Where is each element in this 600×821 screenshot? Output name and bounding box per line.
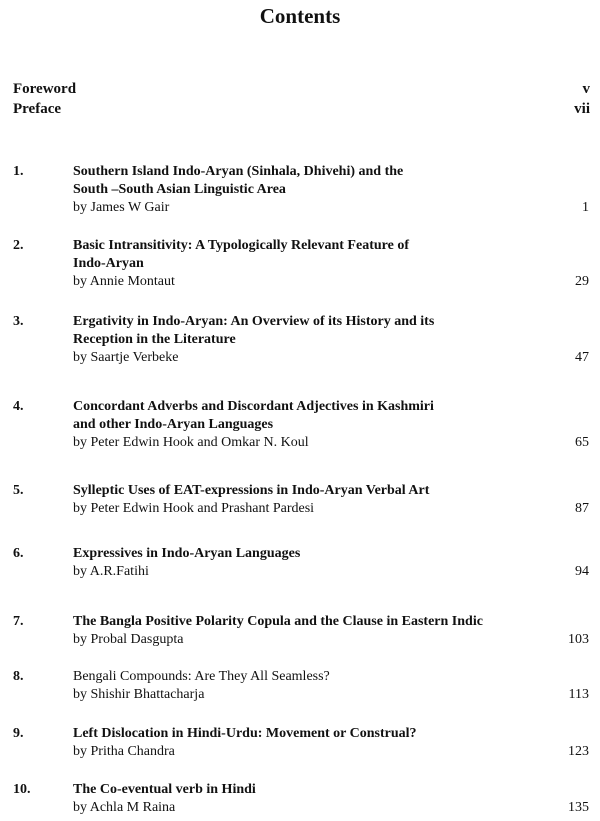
front-matter-label: Foreword xyxy=(13,81,77,97)
entry-body xyxy=(73,482,553,518)
entry-title-line: Basic Intransitivity: A Typologically Relevant Feature of xyxy=(73,238,409,253)
entry-title-line: Indo-Aryan xyxy=(73,256,144,271)
entry-author: by James W Gair xyxy=(73,200,170,215)
entry-number: 2. xyxy=(13,238,24,253)
entry-number: 10. xyxy=(13,782,31,797)
entry-body xyxy=(73,725,553,761)
entry-page: 1 xyxy=(582,200,589,215)
entry-body xyxy=(73,163,553,217)
entry-body xyxy=(73,545,553,581)
entry-page: 135 xyxy=(568,800,589,815)
entry-body xyxy=(73,613,553,649)
entry-page: 29 xyxy=(575,274,589,289)
front-matter-label: Preface xyxy=(13,101,62,117)
entry-author: by Probal Dasgupta xyxy=(73,632,184,647)
entry-number: 9. xyxy=(13,726,24,741)
entry-title-line: South –South Asian Linguistic Area xyxy=(73,182,286,197)
entry-title-line: Ergativity in Indo-Aryan: An Overview of its History and its xyxy=(73,314,435,329)
entry-body xyxy=(73,237,553,291)
entry-title-line: Concordant Adverbs and Discordant Adjectives in Kashmiri xyxy=(73,399,434,414)
entry-author: by Peter Edwin Hook and Omkar N. Koul xyxy=(73,435,309,450)
entry-author: by Shishir Bhattacharja xyxy=(73,687,205,702)
entry-page: 65 xyxy=(575,435,589,450)
entry-page: 87 xyxy=(575,501,589,516)
entry-number: 6. xyxy=(13,546,24,561)
entry-author: by A.R.Fatihi xyxy=(73,564,149,579)
front-matter-page: vii xyxy=(574,101,590,117)
entry-title-line: Sylleptic Uses of EAT-expressions in Indo-Aryan Verbal Art xyxy=(73,483,430,498)
entry-title-line: and other Indo-Aryan Languages xyxy=(73,417,274,432)
entry-number: 3. xyxy=(13,314,24,329)
entry-page: 47 xyxy=(575,350,589,365)
entry-page: 123 xyxy=(568,744,589,759)
entry-body xyxy=(73,398,553,452)
entry-number: 8. xyxy=(13,669,24,684)
entry-title-line: The Co-eventual verb in Hindi xyxy=(73,782,256,797)
entry-body xyxy=(73,313,553,367)
entry-body xyxy=(73,668,553,704)
entry-author: by Peter Edwin Hook and Prashant Pardesi xyxy=(73,501,315,516)
entry-body xyxy=(73,781,553,817)
entry-number: 4. xyxy=(13,399,24,414)
entry-author: by Saartje Verbeke xyxy=(73,350,179,365)
front-matter-preface xyxy=(13,101,590,118)
entry-author: by Achla M Raina xyxy=(73,800,176,815)
front-matter-page: v xyxy=(582,81,590,97)
entry-title-line: Left Dislocation in Hindi-Urdu: Movement or Construal? xyxy=(73,726,417,741)
entry-title-line: Bengali Compounds: Are They All Seamless? xyxy=(73,669,330,684)
entry-number: 5. xyxy=(13,483,24,498)
page-title: Contents xyxy=(259,4,341,28)
entry-number: 1. xyxy=(13,164,24,179)
front-matter-foreword xyxy=(13,81,590,98)
entry-title-line: Southern Island Indo-Aryan (Sinhala, Dhivehi) and the xyxy=(73,164,404,179)
entry-number: 7. xyxy=(13,614,24,629)
entry-author: by Pritha Chandra xyxy=(73,744,175,759)
entry-page: 94 xyxy=(575,564,589,579)
entry-page: 113 xyxy=(568,687,589,702)
entry-title-line: The Bangla Positive Polarity Copula and the Clause in Eastern Indic xyxy=(73,614,483,629)
entry-title-line: Reception in the Literature xyxy=(73,332,236,347)
entry-title-line: Expressives in Indo-Aryan Languages xyxy=(73,546,301,561)
entry-author: by Annie Montaut xyxy=(73,274,175,289)
entry-page: 103 xyxy=(568,632,589,647)
